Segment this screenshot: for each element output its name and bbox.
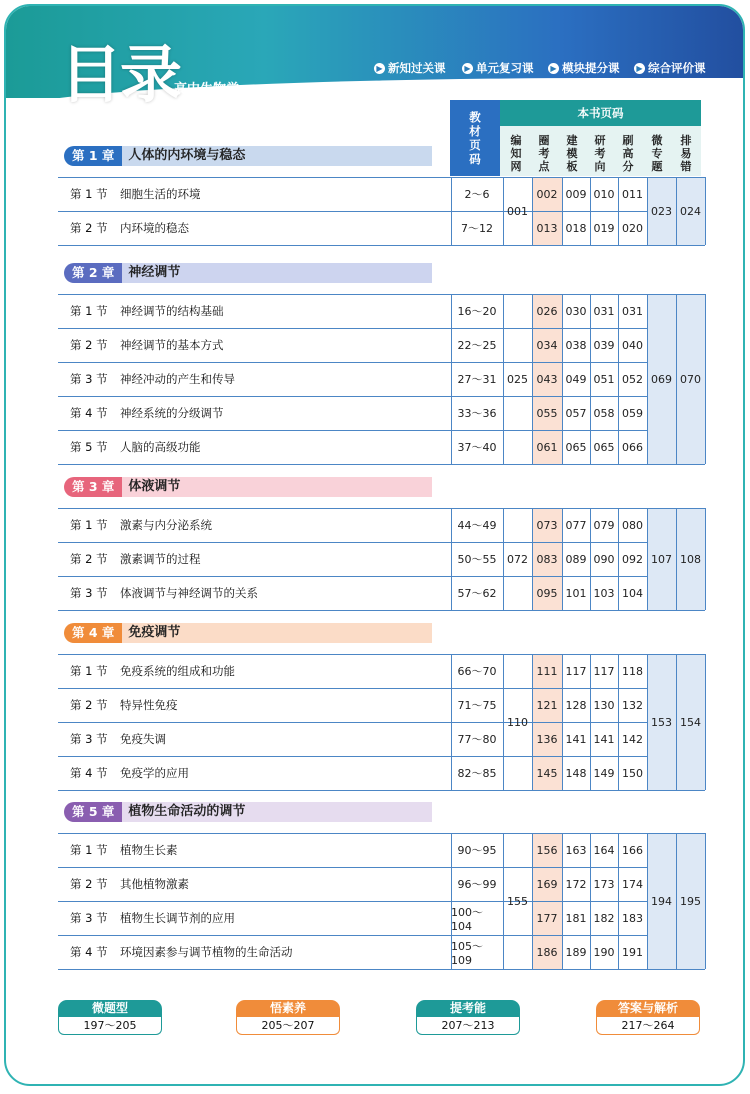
section-number: 第 3 节 (70, 732, 108, 746)
column-header: 建 模 板 (566, 133, 578, 173)
research-page: 019 (593, 221, 615, 235)
textbook-page: 16～20 (457, 305, 497, 318)
textbook-page: 2～6 (464, 188, 490, 201)
section-number: 第 1 节 (70, 304, 108, 318)
key-point-page: 169 (536, 877, 558, 891)
section-row[interactable] (70, 338, 224, 352)
key-point-page: 156 (536, 843, 558, 857)
section-row[interactable] (70, 187, 201, 201)
research-page: 010 (593, 187, 615, 201)
section-row[interactable] (70, 732, 166, 746)
column-divider (705, 177, 706, 245)
chapter-title: 人体的内环境与稳态 (122, 146, 432, 166)
section-row[interactable] (70, 766, 189, 780)
section-row[interactable] (70, 518, 212, 532)
textbook-page: 90～95 (457, 844, 497, 857)
row-divider (58, 464, 705, 465)
row-divider (58, 396, 503, 397)
chapter-heading (64, 802, 432, 822)
section-number: 第 1 节 (70, 518, 108, 532)
legend-item-unit-review: ▶ 单元复习课 (462, 60, 534, 76)
section-title: 激素调节的过程 (120, 552, 201, 566)
column-divider (705, 654, 706, 790)
section-title: 环境因素参与调节植物的生命活动 (120, 945, 293, 959)
section-row[interactable] (70, 406, 224, 420)
row-divider (58, 722, 503, 723)
section-row[interactable] (70, 877, 189, 891)
score-page: 104 (622, 586, 643, 600)
section-title: 细胞生活的环境 (120, 187, 201, 201)
section-title: 激素与内分泌系统 (120, 518, 212, 532)
section-row[interactable] (70, 586, 258, 600)
key-point-page: 186 (536, 945, 558, 959)
chapter-heading (64, 263, 432, 283)
section-number: 第 2 节 (70, 221, 108, 235)
research-page: 065 (593, 440, 615, 454)
row-divider (58, 610, 705, 611)
appendix-item[interactable] (58, 1000, 162, 1035)
key-point-page: 073 (536, 518, 558, 532)
play-icon: ▶ (548, 63, 559, 74)
textbook-page: 7～12 (461, 222, 493, 235)
section-row[interactable] (70, 221, 189, 235)
section-title: 免疫失调 (120, 732, 166, 746)
model-page: 049 (565, 372, 587, 386)
row-divider (58, 211, 503, 212)
textbook-page: 27～31 (457, 373, 497, 386)
chapter-title: 免疫调节 (122, 623, 432, 643)
textbook-page: 66～70 (457, 665, 497, 678)
textbook-page: 100～104 (451, 905, 483, 933)
textbook-page-header: 教材页码 (450, 100, 500, 176)
section-number: 第 2 节 (70, 698, 108, 712)
section-row[interactable] (70, 843, 178, 857)
model-page: 038 (565, 338, 587, 352)
section-title: 神经调节的结构基础 (120, 304, 224, 318)
play-icon: ▶ (634, 63, 645, 74)
appendix-pages: 207～213 (416, 1017, 520, 1035)
research-page: 058 (593, 406, 615, 420)
legend-item-module: ▶ 模块提分课 (548, 60, 620, 76)
section-number: 第 4 节 (70, 945, 108, 959)
score-page: 132 (622, 698, 643, 712)
score-page: 092 (622, 552, 643, 566)
section-number: 第 1 节 (70, 187, 108, 201)
research-page: 090 (593, 552, 615, 566)
errors-page: 195 (680, 894, 701, 908)
column-divider (705, 833, 706, 969)
knowledge-net-page: 025 (507, 372, 528, 386)
section-number: 第 4 节 (70, 766, 108, 780)
appendix-item[interactable] (416, 1000, 520, 1035)
row-divider (58, 901, 503, 902)
textbook-page: 82～85 (457, 767, 497, 780)
page-title: 目录 (60, 38, 181, 111)
section-row[interactable] (70, 372, 235, 386)
research-page: 117 (593, 664, 615, 678)
section-title: 免疫学的应用 (120, 766, 189, 780)
knowledge-net-page: 155 (507, 894, 528, 908)
score-page: 174 (622, 877, 643, 891)
textbook-page: 71～75 (457, 699, 497, 712)
column-header: 微 专 题 (651, 133, 663, 173)
section-row[interactable] (70, 911, 235, 925)
section-number: 第 1 节 (70, 843, 108, 857)
column-header: 编 知 网 (510, 133, 522, 173)
score-page: 080 (622, 518, 643, 532)
key-point-page: 043 (536, 372, 558, 386)
score-page: 011 (622, 187, 643, 201)
section-title: 内环境的稳态 (120, 221, 189, 235)
research-page: 130 (593, 698, 615, 712)
model-page: 101 (565, 586, 587, 600)
errors-page: 070 (680, 372, 701, 386)
score-page: 059 (622, 406, 643, 420)
section-row[interactable] (70, 664, 235, 678)
key-point-page: 002 (536, 187, 558, 201)
research-page: 051 (593, 372, 615, 386)
topic-page: 107 (651, 552, 672, 566)
section-title: 特异性免疫 (120, 698, 178, 712)
model-page: 128 (565, 698, 587, 712)
section-number: 第 5 节 (70, 440, 108, 454)
errors-page: 108 (680, 552, 701, 566)
textbook-page: 44～49 (457, 519, 497, 532)
textbook-page: 96～99 (457, 878, 497, 891)
appendix-label: 微题型 (58, 1000, 162, 1017)
research-page: 182 (593, 911, 615, 925)
errors-page: 024 (680, 204, 701, 218)
appendix-item[interactable] (236, 1000, 340, 1035)
research-page: 079 (593, 518, 615, 532)
chapter-title: 体液调节 (122, 477, 432, 497)
model-page: 065 (565, 440, 587, 454)
appendix-item[interactable] (596, 1000, 700, 1035)
chapter-tag: 第 4 章 (64, 623, 122, 643)
section-title: 植物生长素 (120, 843, 178, 857)
section-title: 神经系统的分级调节 (120, 406, 224, 420)
model-page: 089 (565, 552, 587, 566)
knowledge-net-page: 001 (507, 204, 528, 218)
research-page: 039 (593, 338, 615, 352)
section-row[interactable] (70, 698, 178, 712)
section-title: 神经调节的基本方式 (120, 338, 224, 352)
textbook-page: 50～55 (457, 553, 497, 566)
row-divider (58, 935, 503, 936)
legend-item-evaluation: ▶ 综合评价课 (634, 60, 706, 76)
chapter-heading (64, 623, 432, 643)
score-page: 052 (622, 372, 643, 386)
appendix-pages: 217～264 (596, 1017, 700, 1035)
row-divider (58, 969, 705, 970)
section-number: 第 2 节 (70, 338, 108, 352)
row-divider (58, 576, 503, 577)
key-point-page: 145 (536, 766, 558, 780)
column-header: 刷 高 分 (622, 133, 634, 173)
textbook-page: 22～25 (457, 339, 497, 352)
row-divider (58, 756, 503, 757)
score-page: 191 (622, 945, 643, 959)
key-point-page: 095 (536, 586, 558, 600)
section-number: 第 3 节 (70, 911, 108, 925)
score-page: 040 (622, 338, 643, 352)
model-page: 030 (565, 304, 587, 318)
topic-page: 069 (651, 372, 672, 386)
topic-page: 194 (651, 894, 672, 908)
section-title: 植物生长调节剂的应用 (120, 911, 235, 925)
topic-page: 023 (651, 204, 672, 218)
score-page: 020 (622, 221, 643, 235)
legend-item-new-lesson: ▶ 新知过关课 (374, 60, 446, 76)
chapter-tag: 第 3 章 (64, 477, 122, 497)
column-header: 圈 考 点 (538, 133, 550, 173)
key-point-page: 055 (536, 406, 558, 420)
section-number: 第 2 节 (70, 552, 108, 566)
row-divider (58, 790, 705, 791)
chapter-heading (64, 146, 432, 166)
score-page: 066 (622, 440, 643, 454)
key-point-page: 111 (536, 664, 558, 678)
textbook-page: 37～40 (457, 441, 497, 454)
model-page: 057 (565, 406, 587, 420)
row-divider (58, 688, 503, 689)
textbook-page: 105～109 (451, 939, 483, 967)
section-number: 第 3 节 (70, 372, 108, 386)
model-page: 163 (565, 843, 587, 857)
model-page: 172 (565, 877, 587, 891)
key-point-page: 013 (536, 221, 558, 235)
model-page: 018 (565, 221, 587, 235)
textbook-page: 57～62 (457, 587, 497, 600)
play-icon: ▶ (374, 63, 385, 74)
row-divider (58, 430, 503, 431)
section-title: 神经冲动的产生和传导 (120, 372, 235, 386)
key-point-page: 034 (536, 338, 558, 352)
chapter-heading (64, 477, 432, 497)
key-point-page: 136 (536, 732, 558, 746)
column-divider (705, 294, 706, 464)
score-page: 118 (622, 664, 643, 678)
research-page: 190 (593, 945, 615, 959)
section-number: 第 3 节 (70, 586, 108, 600)
row-divider (58, 328, 503, 329)
appendix-pages: 205～207 (236, 1017, 340, 1035)
research-page: 164 (593, 843, 615, 857)
key-point-page: 026 (536, 304, 558, 318)
research-page: 103 (593, 586, 615, 600)
key-point-page: 177 (536, 911, 558, 925)
key-point-page: 121 (536, 698, 558, 712)
model-page: 148 (565, 766, 587, 780)
research-page: 031 (593, 304, 615, 318)
section-number: 第 1 节 (70, 664, 108, 678)
knowledge-net-page: 110 (507, 715, 528, 729)
section-title: 免疫系统的组成和功能 (120, 664, 235, 678)
book-page-header: 本书页码 (500, 100, 701, 126)
section-title: 体液调节与神经调节的关系 (120, 586, 258, 600)
section-row[interactable] (70, 440, 201, 454)
chapter-tag: 第 5 章 (64, 802, 122, 822)
research-page: 141 (593, 732, 615, 746)
column-divider (705, 508, 706, 610)
score-page: 150 (622, 766, 643, 780)
section-row[interactable] (70, 552, 201, 566)
model-page: 141 (565, 732, 587, 746)
model-page: 181 (565, 911, 587, 925)
topic-page: 153 (651, 715, 672, 729)
column-header: 排 易 错 (680, 133, 692, 173)
research-page: 173 (593, 877, 615, 891)
key-point-page: 083 (536, 552, 558, 566)
chapter-title: 神经调节 (122, 263, 432, 283)
page (4, 4, 745, 1086)
column-header: 研 考 向 (594, 133, 606, 173)
errors-page: 154 (680, 715, 701, 729)
section-row[interactable] (70, 304, 224, 318)
model-page: 009 (565, 187, 587, 201)
chapter-tag: 第 2 章 (64, 263, 122, 283)
row-divider (58, 245, 705, 246)
textbook-page: 77～80 (457, 733, 497, 746)
appendix-label: 提考能 (416, 1000, 520, 1017)
score-page: 166 (622, 843, 643, 857)
chapter-title: 植物生命活动的调节 (122, 802, 432, 822)
section-title: 人脑的高级功能 (120, 440, 201, 454)
appendix-pages: 197～205 (58, 1017, 162, 1035)
appendix-label: 答案与解析 (596, 1000, 700, 1017)
section-number: 第 2 节 (70, 877, 108, 891)
section-title: 其他植物激素 (120, 877, 189, 891)
knowledge-net-page: 072 (507, 552, 528, 566)
model-page: 189 (565, 945, 587, 959)
chapter-tag: 第 1 章 (64, 146, 122, 166)
score-page: 142 (622, 732, 643, 746)
play-icon: ▶ (462, 63, 473, 74)
textbook-page: 33～36 (457, 407, 497, 420)
key-point-page: 061 (536, 440, 558, 454)
section-number: 第 4 节 (70, 406, 108, 420)
score-page: 031 (622, 304, 643, 318)
score-page: 183 (622, 911, 643, 925)
research-page: 149 (593, 766, 615, 780)
appendix-label: 悟素养 (236, 1000, 340, 1017)
row-divider (58, 867, 503, 868)
model-page: 077 (565, 518, 587, 532)
page-subtitle: 高中生物学 (174, 82, 240, 97)
row-divider (58, 362, 503, 363)
section-row[interactable] (70, 945, 293, 959)
model-page: 117 (565, 664, 587, 678)
row-divider (58, 542, 503, 543)
